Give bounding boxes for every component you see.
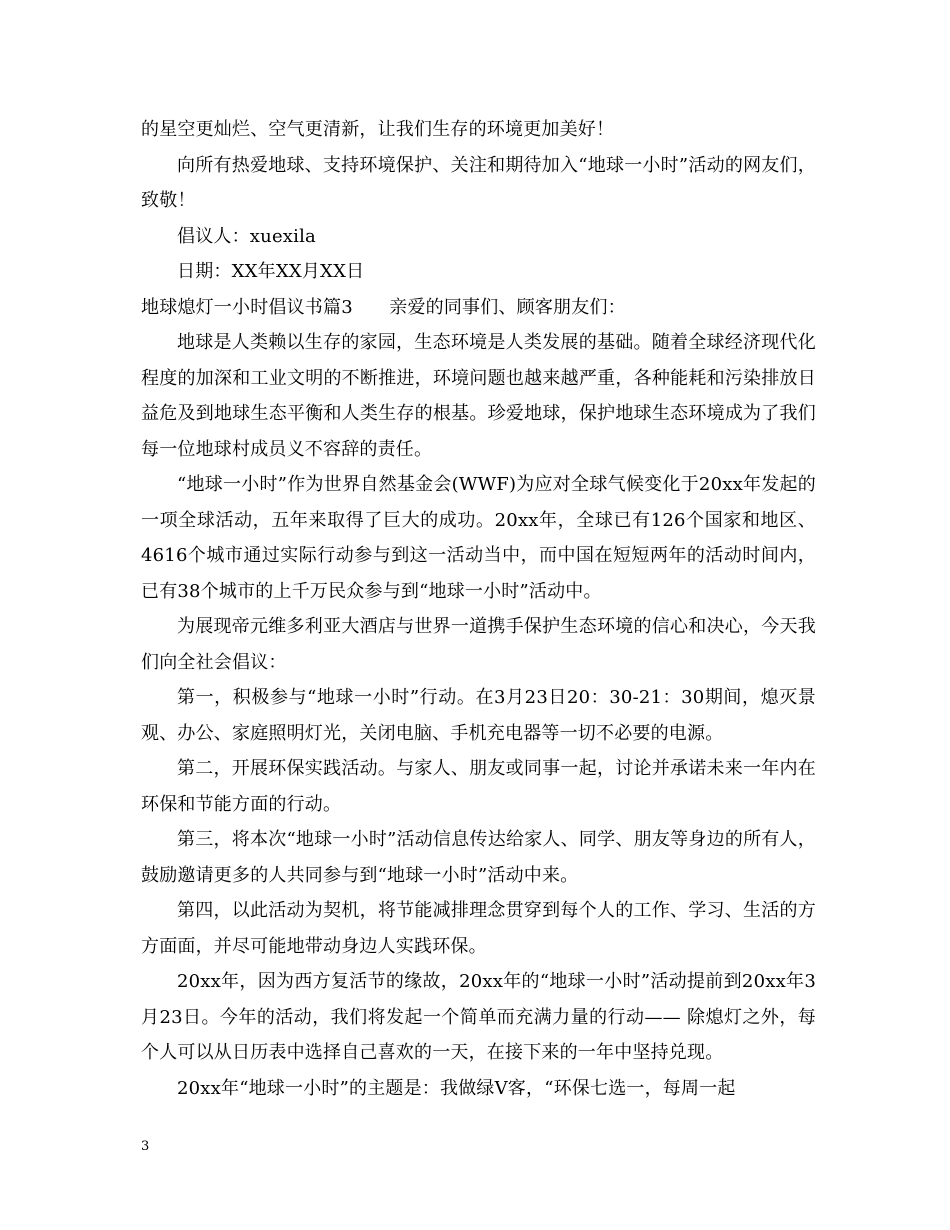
- proposer-line: 倡议人：xuexila: [177, 225, 316, 247]
- proposal-item-2: 第二，开展环保实践活动。与家人、朋友或同事一起，讨论并承诺未来一年内在环保和节能方面的行动。: [141, 758, 816, 815]
- paragraph-6: 地球是人类赖以生存的家园，生态环境是人类发展的基础。随着全球经济现代化程度的加深和工业文明的不断推进，环境问题也越来越严重，各种能耗和污染排放日益危及到地球生态平衡和人类生存的根基。珍爱地球，保护地球生态环境成为了我们每一位地球村成员义不容辞的责任。: [141, 332, 816, 460]
- paragraph-14: 20xx年“地球一小时”的主题是：我做绿V客，“环保七选一，每周一起: [177, 1077, 736, 1099]
- proposal-item-1: 第一，积极参与“地球一小时”行动。在3月23日20：30-21：30期间，熄灭景观、办公、家庭照明灯光，关闭电脑、手机充电器等一切不必要的电源。: [141, 687, 816, 744]
- proposal-item-3: 第三，将本次“地球一小时”活动信息传达给家人、同学、朋友等身边的所有人，鼓励邀请更多的人共同参与到“地球一小时”活动中来。: [141, 829, 816, 886]
- section-heading: 地球熄灯一小时倡议书篇3 亲爱的同事们、顾客朋友们：: [141, 296, 626, 318]
- page-number: 3: [141, 1139, 150, 1154]
- document-body: [141, 112, 816, 1106]
- proposal-item-4: 第四，以此活动为契机，将节能减排理念贯穿到每个人的工作、学习、生活的方方面面，并尽可能地带动身边人实践环保。: [141, 900, 816, 957]
- date-line: 日期：XX年XX月XX日: [177, 261, 365, 282]
- paragraph-7: “地球一小时”作为世界自然基金会(WWF)为应对全球气候变化于20xx年发起的一项全球活动，五年来取得了巨大的成功。20xx年，全球已有126个国家和地区、4616个城市通过实际行动参与到这一活动当中，而中国在短短两年的活动时间内，已有38个城市的上千万民众参与到“地球一小时”活动中。: [141, 474, 816, 602]
- paragraph-8: 为展现帝元维多利亚大酒店与世界一道携手保护生态环境的信心和决心，今天我们向全社会倡议：: [141, 616, 816, 673]
- paragraph-2: 向所有热爱地球、支持环境保护、关注和期待加入“地球一小时”活动的网友们，致敬！: [141, 154, 816, 211]
- paragraph-1: 的星空更灿烂、空气更清新，让我们生存的环境更加美好！: [141, 119, 615, 140]
- paragraph-13: 20xx年，因为西方复活节的缘故，20xx年的“地球一小时”活动提前到20xx年3月23日。今年的活动，我们将发起一个简单而充满力量的行动—— 除熄灯之外，每个人可以从日历表中选择自己喜欢的一天，在接下来的一年中坚持兑现。: [141, 971, 816, 1063]
